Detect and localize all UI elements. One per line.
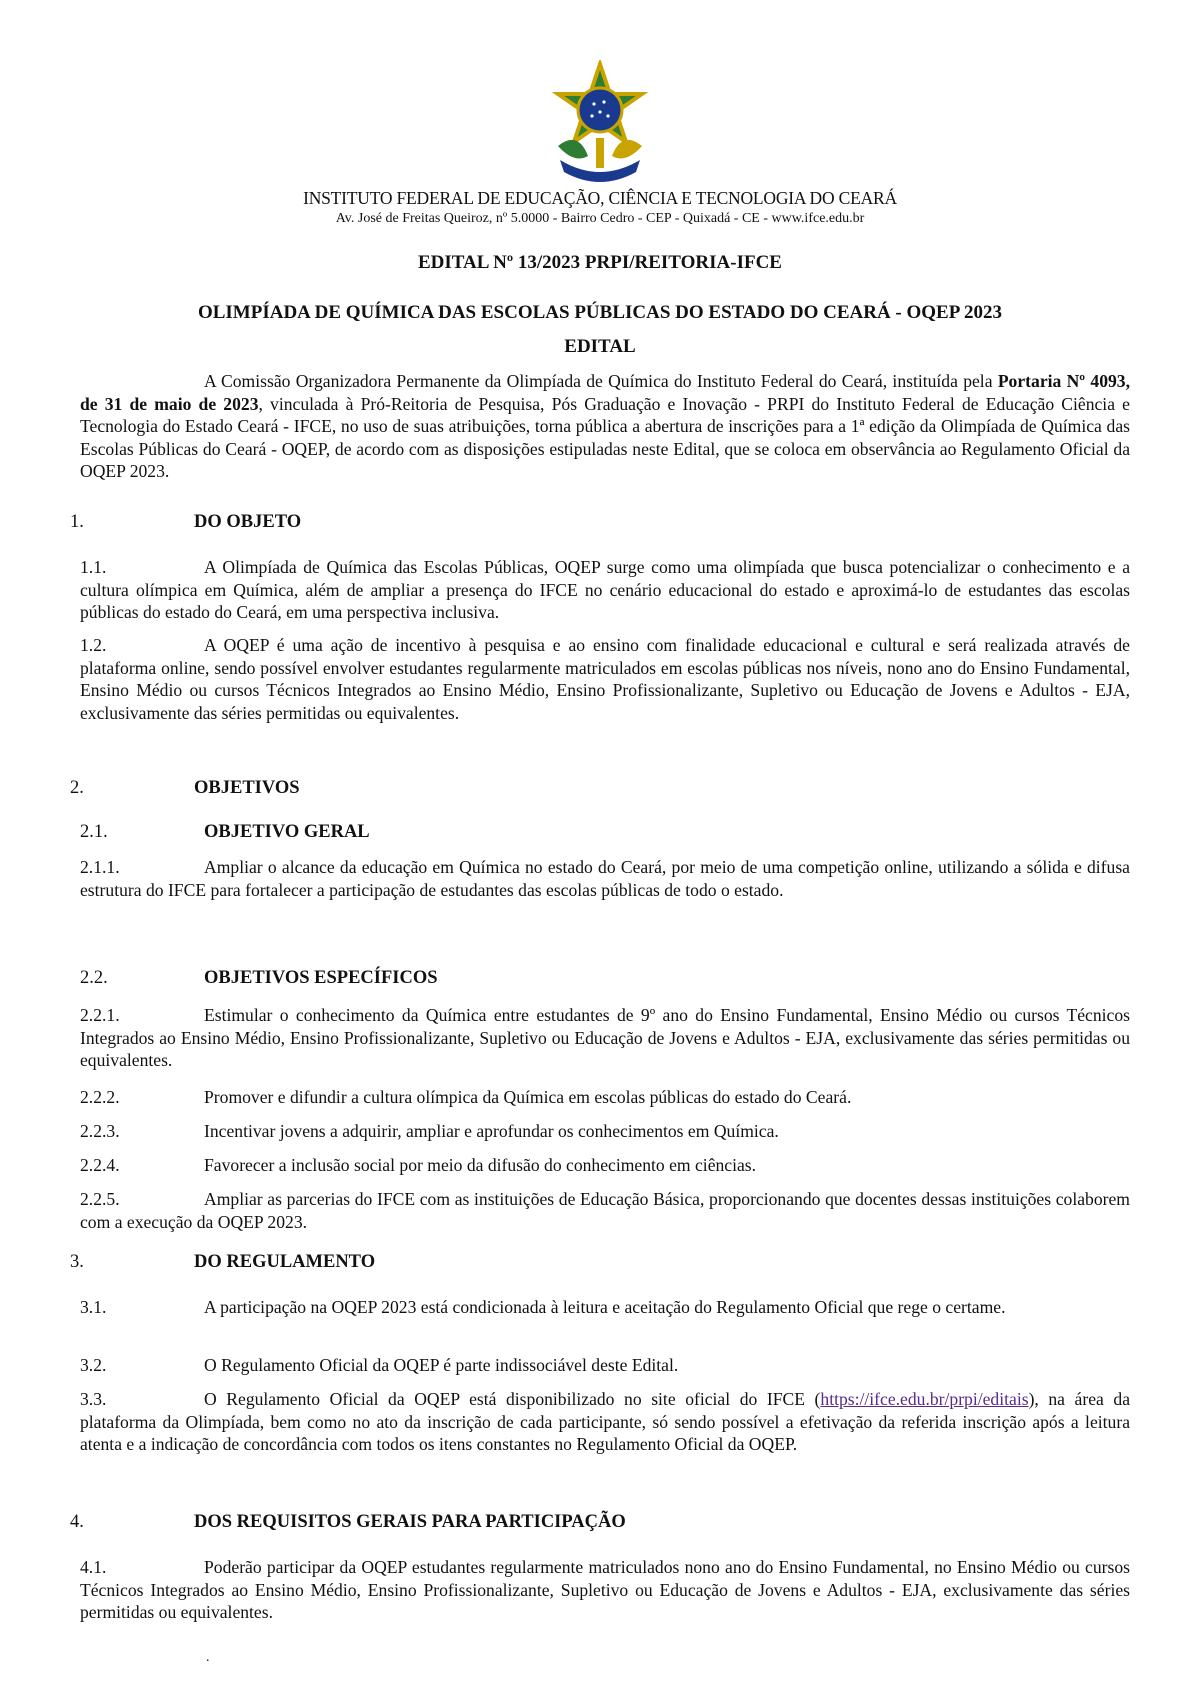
clause-number: 2.2.1. [80, 1005, 120, 1025]
clause-2-2-1 [80, 1004, 1130, 1072]
intro-portaria: Portaria Nº 4093, de 31 de maio de 2023 [80, 371, 1130, 414]
brazil-coat-of-arms-icon [548, 60, 652, 188]
section-number: 1. [70, 512, 84, 532]
clause-1-2 [80, 634, 1130, 724]
section-title: OBJETIVOS [194, 778, 300, 798]
clause-number: 2.1.1. [80, 857, 120, 877]
clause-2-2-5 [80, 1188, 1130, 1233]
clause-text: Ampliar as parcerias do IFCE com as instituições de Educação Básica, proporcionando que docentes dessas instituições colaborem com a execução da OQEP 2023. [80, 1189, 1130, 1232]
clause-number: 2.2.4. [80, 1155, 120, 1175]
clause-text: Favorecer a inclusão social por meio da difusão do conhecimento em ciências. [204, 1155, 757, 1175]
clause-text: Incentivar jovens a adquirir, ampliar e aprofundar os conhecimentos em Química. [204, 1121, 779, 1141]
clause-number: 2.2.2. [80, 1087, 120, 1107]
clause-number: 2.2.3. [80, 1121, 120, 1141]
clause-text-2: ), na área da plataforma da Olimpíada, bem como no ato da inscrição de cada participante, só sendo possível a efetivação da referida inscrição após a leitura atenta e a indicação de concordância com todos os itens constantes no Regulamento Oficial da OQEP. [80, 1389, 1131, 1455]
edital-number: EDITAL Nº 13/2023 PRPI/REITORIA-IFCE [418, 252, 782, 273]
clause-number: 2.2.5. [80, 1189, 120, 1209]
intro-text-1: A Comissão Organizadora Permanente da Olimpíada de Química do Instituto Federal do Ceará, instituída pela [204, 371, 998, 391]
section-number: 4. [70, 1512, 84, 1532]
section-number: 3. [70, 1252, 84, 1272]
trailing-dot: . [206, 1650, 210, 1665]
clause-number: 4.1. [80, 1557, 107, 1577]
clause-text: A participação na OQEP 2023 está condicionada à leitura e aceitação do Regulamento Oficial que rege o certame. [204, 1297, 1006, 1317]
section-title: DOS REQUISITOS GERAIS PARA PARTICIPAÇÃO [194, 1512, 626, 1532]
olympiad-title: OLIMPÍADA DE QUÍMICA DAS ESCOLAS PÚBLICAS DO ESTADO DO CEARÁ - OQEP 2023 [197, 302, 1003, 323]
clause-2-2-2 [80, 1086, 1130, 1109]
clause-3-1 [80, 1296, 1130, 1319]
intro-paragraph [80, 370, 1130, 483]
clause-2-1-1 [80, 856, 1130, 901]
institution-name: INSTITUTO FEDERAL DE EDUCAÇÃO, CIÊNCIA E TECNOLOGIA DO CEARÁ [303, 188, 897, 208]
subsection-number: 2.2. [80, 968, 108, 988]
clause-1-1 [80, 556, 1130, 624]
clause-text-1: O Regulamento Oficial da OQEP está disponibilizado no site oficial do IFCE ( [204, 1389, 821, 1409]
institution-address: Av. José de Freitas Queiroz, nº 5.0000 - Bairro Cedro - CEP - Quixadá - CE - www.ifce.edu.br [335, 211, 865, 226]
section-title: DO REGULAMENTO [194, 1252, 376, 1272]
subsection-number: 2.1. [80, 822, 108, 842]
section-number: 2. [70, 778, 84, 798]
intro-text-2: , vinculada à Pró-Reitoria de Pesquisa, Pós Graduação e Inovação - PRPI do Instituto Federal de Educação Ciência e Tecnologia do Estado Ceará - IFCE, no uso de suas atribuições, torna pública a abertura de inscrições para a 1ª edição da Olimpíada de Química das Escolas Públicas do Ceará - OQEP, de acordo com as disposições estipuladas neste Edital, que se coloca em observância ao Regulamento Oficial da OQEP 2023. [80, 393, 1130, 482]
clause-2-2-3 [80, 1120, 1130, 1143]
editais-link[interactable]: https://ifce.edu.br/prpi/editais [820, 1389, 1029, 1409]
clause-number: 1.1. [80, 557, 107, 577]
clause-text: Poderão participar da OQEP estudantes regularmente matriculados nono ano do Ensino Fundamental, no Ensino Médio ou cursos Técnicos Integrados ao Ensino Médio, Ensino Profissionalizante, Supletivo ou Educação de Jovens e Adultos - EJA, exclusivamente das séries permitidas ou equivalentes. [80, 1557, 1130, 1623]
clause-text: Ampliar o alcance da educação em Química no estado do Ceará, por meio de uma competição online, utilizando a sólida e difusa estrutura do IFCE para fortalecer a participação de estudantes das escolas públicas de todo o estado. [80, 857, 1130, 900]
clause-4-1 [80, 1556, 1130, 1624]
subsection-title: OBJETIVO GERAL [204, 822, 370, 842]
clause-text: Promover e difundir a cultura olímpica da Química em escolas públicas do estado do Ceará. [204, 1087, 852, 1107]
clause-number: 3.1. [80, 1297, 107, 1317]
clause-3-3 [80, 1388, 1130, 1456]
clause-text: O Regulamento Oficial da OQEP é parte indissociável deste Edital. [204, 1355, 679, 1375]
clause-number: 3.3. [80, 1389, 107, 1409]
clause-text: A Olimpíada de Química das Escolas Públicas, OQEP surge como uma olimpíada que busca potencializar o conhecimento e a cultura olímpica em Química, além de ampliar a presença do IFCE no cenário educacional do estado e aproximá-lo de estudantes das escolas públicas do estado do Ceará, em uma perspectiva inclusiva. [80, 557, 1130, 623]
clause-number: 1.2. [80, 635, 107, 655]
clause-number: 3.2. [80, 1355, 107, 1375]
clause-text: A OQEP é uma ação de incentivo à pesquisa e ao ensino com finalidade educacional e cultural e será realizada através de plataforma online, sendo possível envolver estudantes regularmente matriculados em escolas públicas nos níveis, nono ano do Ensino Fundamental, Ensino Médio ou cursos Técnicos Integrados ao Ensino Médio, Ensino Profissionalizante, Supletivo ou Educação de Jovens e Adultos - EJA, exclusivamente das séries permitidas ou equivalentes. [80, 635, 1130, 723]
section-title: DO OBJETO [194, 512, 302, 532]
edital-subtitle: EDITAL [564, 336, 636, 357]
subsection-title: OBJETIVOS ESPECÍFICOS [204, 968, 438, 988]
clause-2-2-4 [80, 1154, 1130, 1177]
clause-3-2 [80, 1354, 1130, 1377]
clause-text: Estimular o conhecimento da Química entre estudantes de 9º ano do Ensino Fundamental, Ensino Médio ou cursos Técnicos Integrados ao Ensino Médio, Ensino Profissionalizante, Supletivo ou Educação de Jovens e Adultos - EJA, exclusivamente das séries permitidas ou equivalentes. [80, 1005, 1130, 1071]
